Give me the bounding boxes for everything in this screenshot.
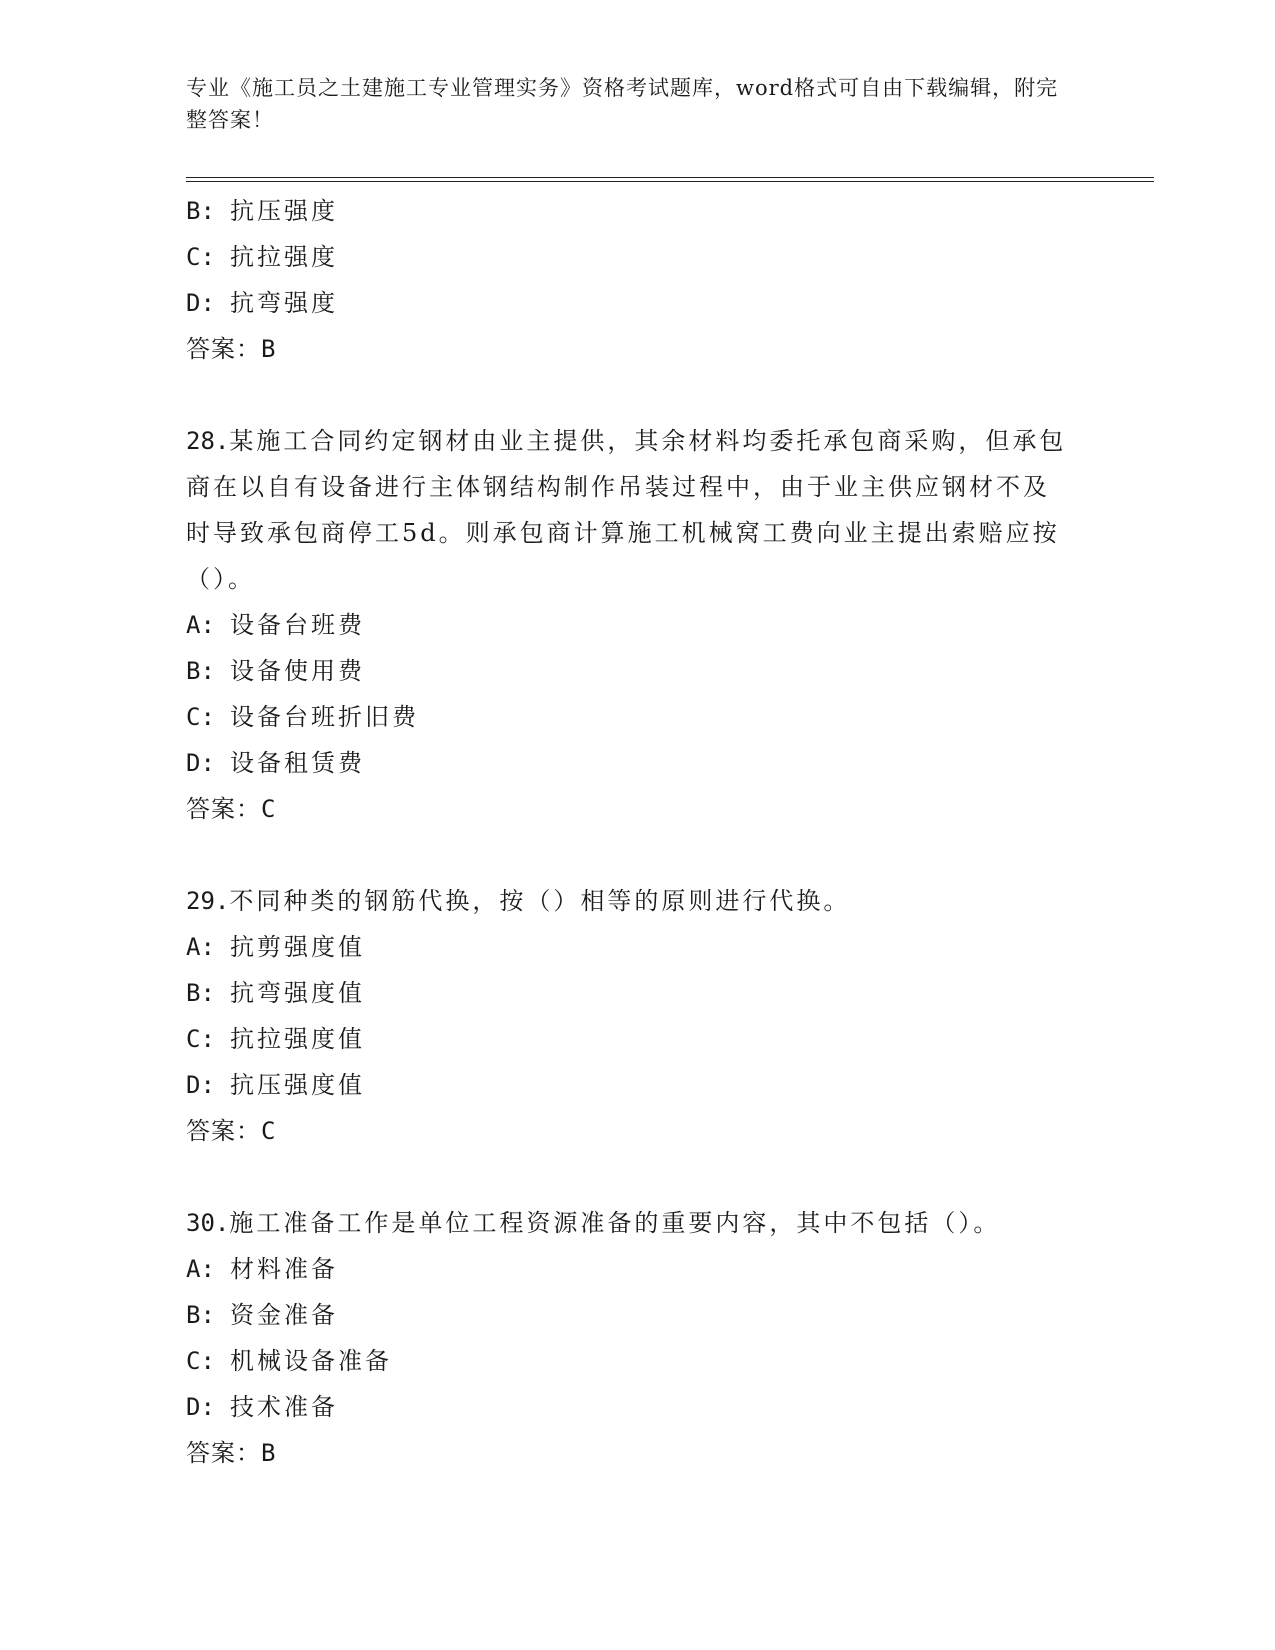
question-29	[186, 878, 1086, 1154]
option-d	[186, 1062, 1086, 1108]
option-d	[186, 740, 1086, 786]
option-text: 抗弯强度值	[230, 979, 365, 1007]
answer-label: 答案：	[186, 335, 261, 363]
option-text: 抗压强度	[230, 197, 338, 225]
option-a	[186, 1246, 1086, 1292]
question-text	[186, 418, 1076, 602]
option-text: 抗压强度值	[230, 1071, 365, 1099]
option-key: B:	[186, 197, 215, 225]
option-key: C:	[186, 1347, 215, 1375]
option-text: 材料准备	[230, 1255, 338, 1283]
question-stem: 施工准备工作是单位工程资源准备的重要内容，其中不包括（）。	[229, 1209, 1001, 1237]
option-text: 资金准备	[230, 1301, 338, 1329]
header-divider	[186, 177, 1154, 182]
option-key: A:	[186, 611, 215, 639]
option-text: 设备台班费	[230, 611, 365, 639]
question-continued	[186, 188, 1086, 372]
option-key: D:	[186, 289, 215, 317]
answer-value: C	[261, 1117, 277, 1145]
option-b	[186, 648, 1086, 694]
answer-line	[186, 786, 1086, 832]
question-list	[186, 188, 1086, 1476]
question-stem: 某施工合同约定钢材由业主提供，其余材料均委托承包商采购，但承包商在以自有设备进行主体钢结构制作吊装过程中，由于业主供应钢材不及时导致承包商停工5d。则承包商计算施工机械窝工费向业主提出索赔应按（）。	[186, 427, 1067, 593]
option-d	[186, 280, 1086, 326]
option-b	[186, 1292, 1086, 1338]
question-stem: 不同种类的钢筋代换，按（）相等的原则进行代换。	[229, 887, 851, 915]
option-text: 抗拉强度值	[230, 1025, 365, 1053]
answer-line	[186, 326, 1086, 372]
question-number: 29.	[186, 887, 230, 915]
option-key: D:	[186, 1071, 215, 1099]
option-c	[186, 1016, 1086, 1062]
option-c	[186, 694, 1086, 740]
answer-value: B	[261, 335, 277, 363]
answer-value: C	[261, 795, 277, 823]
question-text	[186, 1200, 1076, 1246]
option-key: C:	[186, 243, 215, 271]
option-a	[186, 924, 1086, 970]
option-key: A:	[186, 1255, 215, 1283]
option-a	[186, 602, 1086, 648]
answer-line	[186, 1430, 1086, 1476]
option-key: D:	[186, 749, 215, 777]
option-key: B:	[186, 657, 215, 685]
option-key: D:	[186, 1393, 215, 1421]
answer-label: 答案：	[186, 1439, 261, 1467]
question-30	[186, 1200, 1086, 1476]
option-key: B:	[186, 979, 215, 1007]
answer-value: B	[261, 1439, 277, 1467]
option-c	[186, 234, 1086, 280]
answer-label: 答案：	[186, 795, 261, 823]
option-text: 抗弯强度	[230, 289, 338, 317]
answer-line	[186, 1108, 1086, 1154]
option-text: 设备租赁费	[230, 749, 365, 777]
option-d	[186, 1384, 1086, 1430]
option-text: 抗剪强度值	[230, 933, 365, 961]
option-text: 设备使用费	[230, 657, 365, 685]
option-text: 抗拉强度	[230, 243, 338, 271]
option-b	[186, 970, 1086, 1016]
document-header: 专业《施工员之土建施工专业管理实务》资格考试题库，word格式可自由下载编辑，附完整答案！	[186, 76, 1059, 132]
option-text: 机械设备准备	[230, 1347, 392, 1375]
option-text: 技术准备	[230, 1393, 338, 1421]
option-key: A:	[186, 933, 215, 961]
question-number: 28.	[186, 427, 230, 455]
question-text	[186, 878, 1076, 924]
option-text: 设备台班折旧费	[230, 703, 419, 731]
option-key: C:	[186, 1025, 215, 1053]
option-b	[186, 188, 1086, 234]
question-number: 30.	[186, 1209, 230, 1237]
option-c	[186, 1338, 1086, 1384]
option-key: C:	[186, 703, 215, 731]
answer-label: 答案：	[186, 1117, 261, 1145]
question-28	[186, 418, 1086, 832]
option-key: B:	[186, 1301, 215, 1329]
